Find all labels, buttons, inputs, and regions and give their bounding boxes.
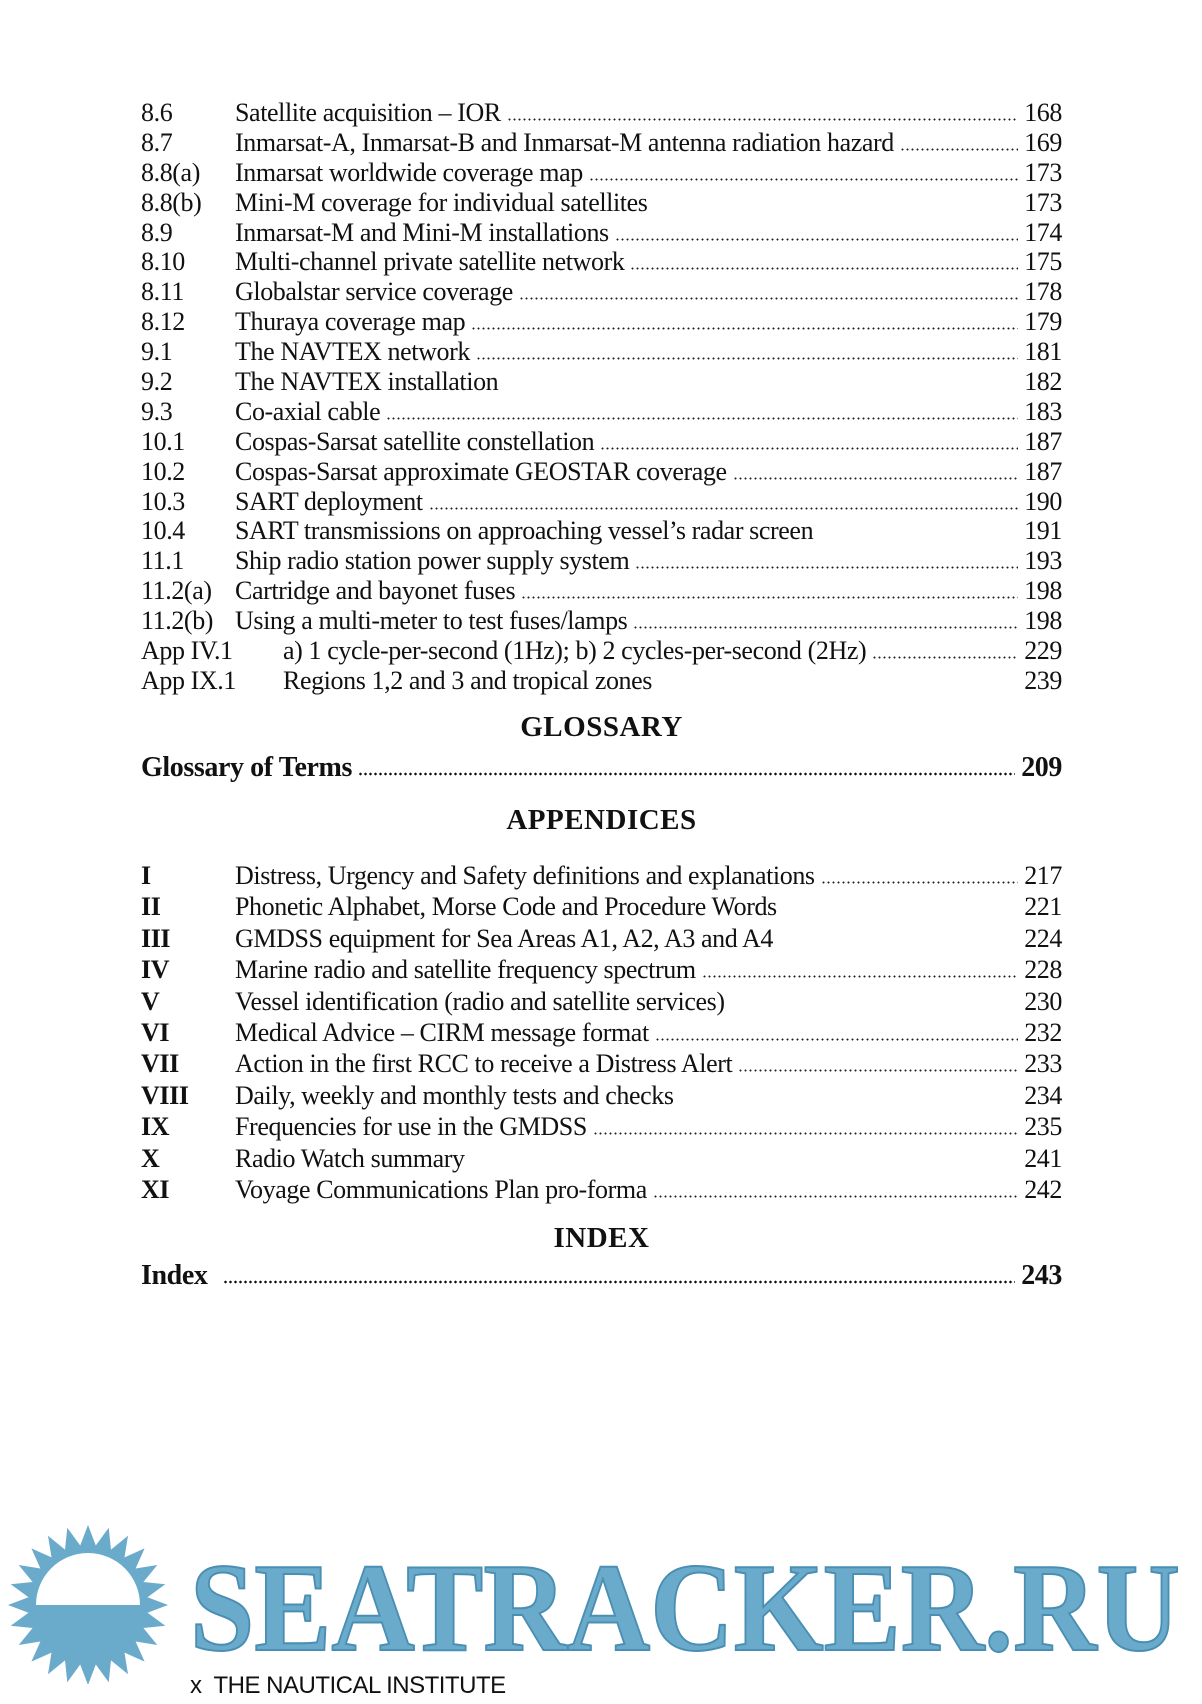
page-number: x — [190, 1672, 202, 1699]
entry-page: 173 — [1024, 157, 1062, 187]
entry-title: Cospas-Sarsat satellite constellation — [235, 426, 595, 456]
entry-number: 8.8(b) — [141, 187, 202, 217]
entry-page: 198 — [1024, 606, 1062, 636]
entry-title: Multi-channel private satellite network — [235, 247, 625, 277]
sun-icon — [8, 1525, 168, 1684]
toc-entry[interactable] — [141, 247, 1062, 277]
entry-page: 169 — [1024, 127, 1062, 157]
entry-page: 234 — [1024, 1080, 1062, 1110]
entry-page: 187 — [1024, 456, 1062, 486]
toc-entry[interactable] — [141, 1174, 1062, 1205]
entry-number: 8.6 — [141, 98, 173, 127]
entry-title: Distress, Urgency and Safety definitions and explanations — [235, 861, 815, 890]
toc-entry[interactable] — [141, 457, 1062, 487]
entry-title: Using a multi-meter to test fuses/lamps — [235, 606, 628, 636]
dot-leader — [630, 267, 1018, 270]
toc-entry[interactable] — [141, 128, 1062, 158]
entry-title: Daily, weekly and monthly tests and checks — [235, 1080, 674, 1110]
entry-page: 239 — [1024, 665, 1062, 695]
entry-page: 183 — [1024, 396, 1062, 426]
entry-page: 182 — [1024, 367, 1062, 397]
toc-entry[interactable] — [141, 1143, 1062, 1174]
toc-entry[interactable] — [141, 606, 1062, 636]
entry-page: 241 — [1024, 1143, 1062, 1173]
entry-page: 173 — [1024, 187, 1062, 217]
glossary-page: 209 — [1021, 752, 1062, 783]
toc-entry[interactable] — [141, 954, 1062, 985]
entry-title: Vessel identification (radio and satellite services) — [235, 986, 725, 1016]
toc-entry[interactable] — [141, 188, 1062, 218]
dot-leader — [521, 596, 1018, 599]
entry-page: 179 — [1024, 307, 1062, 337]
entry-number: 9.1 — [141, 337, 173, 367]
entry-page: 233 — [1024, 1049, 1062, 1079]
entry-number: 9.3 — [141, 396, 173, 426]
dot-leader — [615, 238, 1018, 241]
toc-entry[interactable] — [141, 1111, 1062, 1142]
entry-number: 8.8(a) — [141, 157, 200, 187]
entry-page: 232 — [1024, 1017, 1062, 1047]
toc-entry[interactable] — [141, 218, 1062, 248]
entry-page: 242 — [1024, 1174, 1062, 1204]
entry-number: 11.2(a) — [141, 576, 212, 606]
entry-number: V — [141, 986, 160, 1016]
entry-title: Radio Watch summary — [235, 1143, 465, 1173]
watermark-logo — [0, 1500, 1202, 1684]
toc-entry[interactable] — [141, 860, 1062, 891]
dot-leader — [471, 327, 1018, 330]
entry-title: Thuraya coverage map — [235, 307, 466, 337]
toc-entry[interactable] — [141, 98, 1062, 128]
entry-page: 174 — [1024, 217, 1062, 247]
entry-number: XI — [141, 1174, 170, 1204]
index-title: Index — [141, 1260, 208, 1291]
appendices-heading: APPENDICES — [506, 804, 697, 836]
entry-page: 229 — [1024, 636, 1062, 666]
entry-page: 191 — [1024, 516, 1062, 546]
entry-number: 8.10 — [141, 247, 185, 277]
watermark-text: SEATRACKER.RU — [190, 1539, 1180, 1678]
entry-title: Regions 1,2 and 3 and tropical zones — [283, 665, 653, 695]
entry-number: I — [141, 861, 151, 890]
dot-leader — [900, 148, 1018, 151]
figures-list — [141, 98, 1062, 696]
entry-number: 11.2(b) — [141, 606, 214, 636]
entry-number: 8.12 — [141, 307, 185, 337]
dot-leader — [733, 477, 1019, 480]
dot-leader — [507, 118, 1018, 121]
dot-leader — [519, 297, 1018, 300]
entry-page: 228 — [1024, 955, 1062, 985]
appendices-list — [141, 860, 1062, 1205]
entry-page: 181 — [1024, 337, 1062, 367]
dot-leader — [386, 417, 1018, 420]
toc-entry[interactable] — [141, 277, 1062, 307]
entry-number: IV — [141, 955, 170, 985]
dot-leader — [635, 566, 1018, 569]
entry-title: Cartridge and bayonet fuses — [235, 576, 516, 606]
entry-page: 221 — [1024, 892, 1062, 922]
publisher-name: THE NAUTICAL INSTITUTE — [213, 1672, 506, 1699]
toc-entry[interactable] — [141, 397, 1062, 427]
dot-leader — [476, 357, 1018, 360]
dot-leader — [600, 447, 1018, 450]
entry-number: III — [141, 923, 171, 953]
entry-number: VIII — [141, 1080, 189, 1110]
dot-leader — [821, 881, 1019, 884]
entry-number: 8.7 — [141, 127, 173, 157]
entry-number: 11.1 — [141, 546, 184, 576]
dot-leader — [702, 975, 1019, 978]
entry-title: Ship radio station power supply system — [235, 546, 630, 576]
entry-title: a) 1 cycle-per-second (1Hz); b) 2 cycles-per-second (2Hz) — [283, 636, 867, 666]
toc-entry[interactable] — [141, 986, 1062, 1017]
toc-entry[interactable] — [141, 427, 1062, 457]
toc-entry[interactable] — [141, 1080, 1062, 1111]
dot-leader — [655, 1038, 1018, 1041]
index-page: 243 — [1021, 1260, 1062, 1291]
entry-page: 217 — [1024, 861, 1062, 890]
entry-number: 8.9 — [141, 217, 173, 247]
entry-number: 10.1 — [141, 426, 185, 456]
entry-title: Globalstar service coverage — [235, 277, 513, 307]
entry-title: The NAVTEX installation — [235, 367, 499, 397]
entry-number: VII — [141, 1049, 179, 1079]
index-entry[interactable] — [141, 1260, 1062, 1292]
entry-page: 178 — [1024, 277, 1062, 307]
entry-number: 10.2 — [141, 456, 185, 486]
dot-leader — [633, 626, 1018, 629]
toc-entry[interactable] — [141, 516, 1062, 546]
toc-entry[interactable] — [141, 337, 1062, 367]
entry-number: 10.4 — [141, 516, 185, 546]
index-heading: INDEX — [553, 1222, 650, 1254]
toc-entry[interactable] — [141, 891, 1062, 922]
dot-leader — [358, 772, 1015, 776]
page-footer — [190, 1672, 518, 1700]
toc-entry[interactable] — [141, 158, 1062, 188]
glossary-heading: GLOSSARY — [520, 711, 683, 743]
entry-title: Action in the first RCC to receive a Distress Alert — [235, 1049, 733, 1079]
glossary-entry[interactable] — [141, 752, 1062, 784]
entry-title: Medical Advice – CIRM message format — [235, 1017, 649, 1047]
toc-entry[interactable] — [141, 1048, 1062, 1079]
entry-page: 230 — [1024, 986, 1062, 1016]
entry-page: 175 — [1024, 247, 1062, 277]
entry-number: 8.11 — [141, 277, 184, 307]
entry-number: VI — [141, 1017, 170, 1047]
toc-entry[interactable] — [141, 576, 1062, 606]
entry-title: Voyage Communications Plan pro-forma — [235, 1174, 647, 1204]
glossary-title: Glossary of Terms — [141, 752, 352, 783]
toc-entry[interactable] — [141, 1017, 1062, 1048]
entry-title: SART deployment — [235, 486, 423, 516]
entry-title: Marine radio and satellite frequency spectrum — [235, 955, 696, 985]
entry-number: App IV.1 — [141, 636, 233, 666]
toc-entry[interactable] — [141, 666, 1062, 696]
entry-title: The NAVTEX network — [235, 337, 470, 367]
entry-title: Cospas-Sarsat approximate GEOSTAR coverage — [235, 456, 727, 486]
entry-number: 9.2 — [141, 367, 173, 397]
entry-page: 190 — [1024, 486, 1062, 516]
entry-title: Satellite acquisition – IOR — [235, 98, 501, 127]
entry-title: Frequencies for use in the GMDSS — [235, 1112, 587, 1142]
entry-number: IX — [141, 1112, 170, 1142]
entry-number: App IX.1 — [141, 665, 237, 695]
toc-entry[interactable] — [141, 367, 1062, 397]
entry-title: Phonetic Alphabet, Morse Code and Procedure Words — [235, 892, 777, 922]
dot-leader — [223, 1280, 1015, 1284]
dot-leader — [429, 507, 1019, 510]
dot-leader — [593, 1132, 1018, 1135]
dot-leader — [653, 1195, 1018, 1198]
entry-title: GMDSS equipment for Sea Areas A1, A2, A3 and A4 — [235, 923, 774, 953]
entry-page: 168 — [1024, 98, 1062, 127]
entry-page: 187 — [1024, 426, 1062, 456]
entry-page: 235 — [1024, 1112, 1062, 1142]
entry-number: 10.3 — [141, 486, 185, 516]
entry-number: X — [141, 1143, 160, 1173]
entry-title: Inmarsat-A, Inmarsat-B and Inmarsat-M antenna radiation hazard — [235, 127, 894, 157]
entry-title: Inmarsat-M and Mini-M installations — [235, 217, 609, 247]
toc-entry[interactable] — [141, 923, 1062, 954]
dot-leader — [738, 1069, 1018, 1072]
entry-page: 224 — [1024, 923, 1062, 953]
entry-title: Mini-M coverage for individual satellites — [235, 187, 648, 217]
entry-page: 193 — [1024, 546, 1062, 576]
dot-leader — [872, 656, 1018, 659]
entry-title: Inmarsat worldwide coverage map — [235, 157, 583, 187]
entry-number: II — [141, 892, 161, 922]
dot-leader — [589, 178, 1018, 181]
toc-entry[interactable] — [141, 546, 1062, 576]
entry-page: 198 — [1024, 576, 1062, 606]
toc-entry[interactable] — [141, 487, 1062, 517]
entry-title: Co-axial cable — [235, 396, 381, 426]
toc-entry[interactable] — [141, 636, 1062, 666]
toc-entry[interactable] — [141, 307, 1062, 337]
entry-title: SART transmissions on approaching vessel’s radar screen — [235, 516, 814, 546]
